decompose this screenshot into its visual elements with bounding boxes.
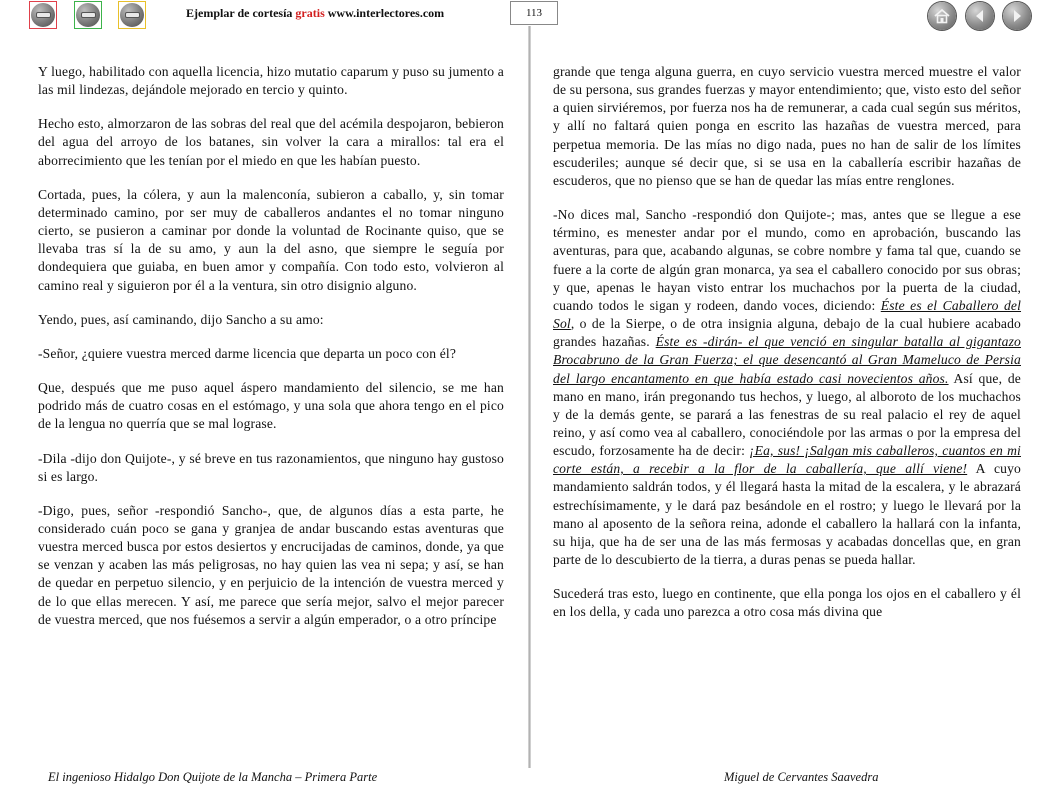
page-number: 113 — [510, 1, 558, 25]
maximize-icon — [120, 3, 144, 27]
minimize-icon — [76, 3, 100, 27]
footer-book-title: El ingenioso Hidalgo Don Quijote de la Mancha – Primera Parte — [48, 770, 378, 784]
paragraph — [553, 206, 1021, 569]
text-run: -No dices mal, Sancho -respondió don Quijote-; mas, antes que se llegue a ese término, es menester andar por el mundo, como en aprobación, buscando las aventuras, para que, acabando algunas, se cobre nombre y fama tal que, cuando se fuere a la corte de algún gran monarca, ya sea el caballero conocido por sus obras; y que, apenas le hayan visto entrar los muchachos por la puerta de la ciudad, cuando todos le sigan y rodeen, dando voces, diciendo: — [553, 207, 1021, 313]
minimize-button[interactable] — [74, 1, 102, 29]
header-site-link[interactable]: www.interlectores.com — [327, 6, 445, 20]
close-icon — [31, 3, 55, 27]
paragraph: -Señor, ¿quiere vuestra merced darme licencia que departa un poco con él? — [38, 345, 457, 361]
close-button[interactable] — [29, 1, 57, 29]
header-gratis: gratis — [295, 6, 325, 20]
maximize-button[interactable] — [118, 1, 146, 29]
italic-quote: Éste es -dirán- el que venció en singular batalla al gigantazo Brocabruno de la Gran Fuerza; el que desencantó al Gran Mameluco de Persia del largo encantamento en que había estado casi novecientos años. — [553, 334, 1021, 386]
text-run: Así que, de mano en mano, irán pregonando tus hechos, y luego, al alboroto de los muchachos y de la demás gente, se parará a las fenestras de su real palacio el rey de aquel reino, y así como vea al caballero, conociéndole por las armas o por la empresa del escudo, forzosamente ha de decir: — [553, 370, 1021, 459]
text-run: A cuyo mandamiento saldrán todos, y él llegará hasta la mitad de la escalera, y le abrazará estrechísimamente, y le dará paz besándole en el rostro; y luego le llevará por la mano al aposento de la señora reina, adonde el caballero la hallará con la infanta, su hija, que ha de ser una de las más fermosas y acabadas doncellas que, en gran parte de lo descubierto de la tierra, a duras penas se pueda hallar. — [553, 461, 1021, 568]
column-divider — [528, 26, 531, 768]
text-run: , o de la Sierpe, o de otra insignia alguna, debajo de la cual hubiere acabado grandes hazañas. — [553, 316, 1021, 350]
paragraph: Sucederá tras esto, luego en continente, que ella ponga los ojos en el caballero y él en los della, y cada uno parezca a otro cosa más divina que — [553, 586, 1021, 620]
right-text-column — [553, 63, 1021, 622]
paragraph: -Digo, pues, señor -respondió Sancho-, que, de algunos días a esta parte, he considerado cuán poco se gana y granjea de andar buscando estas aventuras que vuestra merced busca por estos desiertos y encrucijadas de caminos, donde, ya que se venzan y acaben las más peligrosas, no hay quien las vea ni sepa; y así, se han de quedar en perpetuo silencio, y en perjuicio de la intención de vuestra merced y de lo que ellas merecen. Y así, me parece que sería mejor, salvo el mejor parecer de vuestra merced, que nos fuésemos a servir a algún emperador, o a otro príncipe — [38, 502, 504, 627]
paragraph: Hecho esto, almorzaron de las sobras del real que del acémila despojaron, bebieron del agua del arroyo de los batanes, sin volver la cara a mirallos: tal era el aborrecimiento que les tenían por el miedo en que les habían puesto. — [38, 116, 504, 168]
arrow-right-icon — [1009, 8, 1025, 24]
header-courtesy-text — [186, 6, 444, 21]
header-prefix: Ejemplar de cortesía — [186, 6, 293, 20]
home-icon — [933, 7, 951, 25]
home-button[interactable] — [928, 2, 956, 30]
paragraph: Cortada, pues, la cólera, y aun la malenconía, subieron a caballo, y, sin tomar determinado camino, por ser muy de caballeros andantes el no tomar ninguno cierto, se pusieron a caminar por donde la voluntad de Rocinante quiso, que se llevaba tras sí la de su amo, y aun la del asno, que siempre le seguía por dondequiera que guiaba, en buen amor y compañía. Con todo esto, volvieron al camino real y siguieron por él a la ventura, sin otro disignio alguno. — [38, 186, 504, 293]
next-page-button[interactable] — [1003, 2, 1031, 30]
footer-author: Miguel de Cervantes Saavedra — [724, 770, 879, 784]
paragraph: Y luego, habilitado con aquella licencia, hizo mutatio caparum y puso su jumento a las mil lindezas, dejándole mejorado en tercio y quinto. — [38, 64, 504, 98]
italic-quote: Éste es el Caballero del Sol — [553, 297, 1022, 332]
arrow-left-icon — [972, 8, 988, 24]
previous-page-button[interactable] — [966, 2, 994, 30]
paragraph: Que, después que me puso aquel áspero mandamiento del silencio, se me han podrido más de cuatro cosas en el estómago, y una sola que ahora tengo en el pico de la lengua no querría que se mal lograse. — [38, 380, 504, 432]
left-text-column — [38, 63, 504, 629]
paragraph: grande que tenga alguna guerra, en cuyo servicio vuestra merced muestre el valor de su persona, sus grandes fuerzas y mayor entendimiento; que, visto esto del señor a quien sirviéremos, por fuerza nos ha de remunerar, a cada cual según sus méritos, y allí no faltará quien ponga en escrito las hazañas de vuestra merced, para perpetua memoria. De las mías no digo nada, pues no han de salir de los límites escuderiles; aunque sé decir que, si se usa en la caballería escribir hazañas de escuderos, que no pienso que se han de quedar las mías entre renglones. — [553, 64, 1021, 188]
paragraph: -Dila -dijo don Quijote-, y sé breve en tus razonamientos, que ninguno hay gustoso si es largo. — [38, 450, 504, 484]
paragraph: Yendo, pues, así caminando, dijo Sancho a su amo: — [38, 311, 324, 327]
italic-quote: ¡Ea, sus! ¡Salgan mis caballeros, cuantos en mi corte están, a recebir a la flor de la caballería, que allí viene! — [553, 443, 1021, 477]
